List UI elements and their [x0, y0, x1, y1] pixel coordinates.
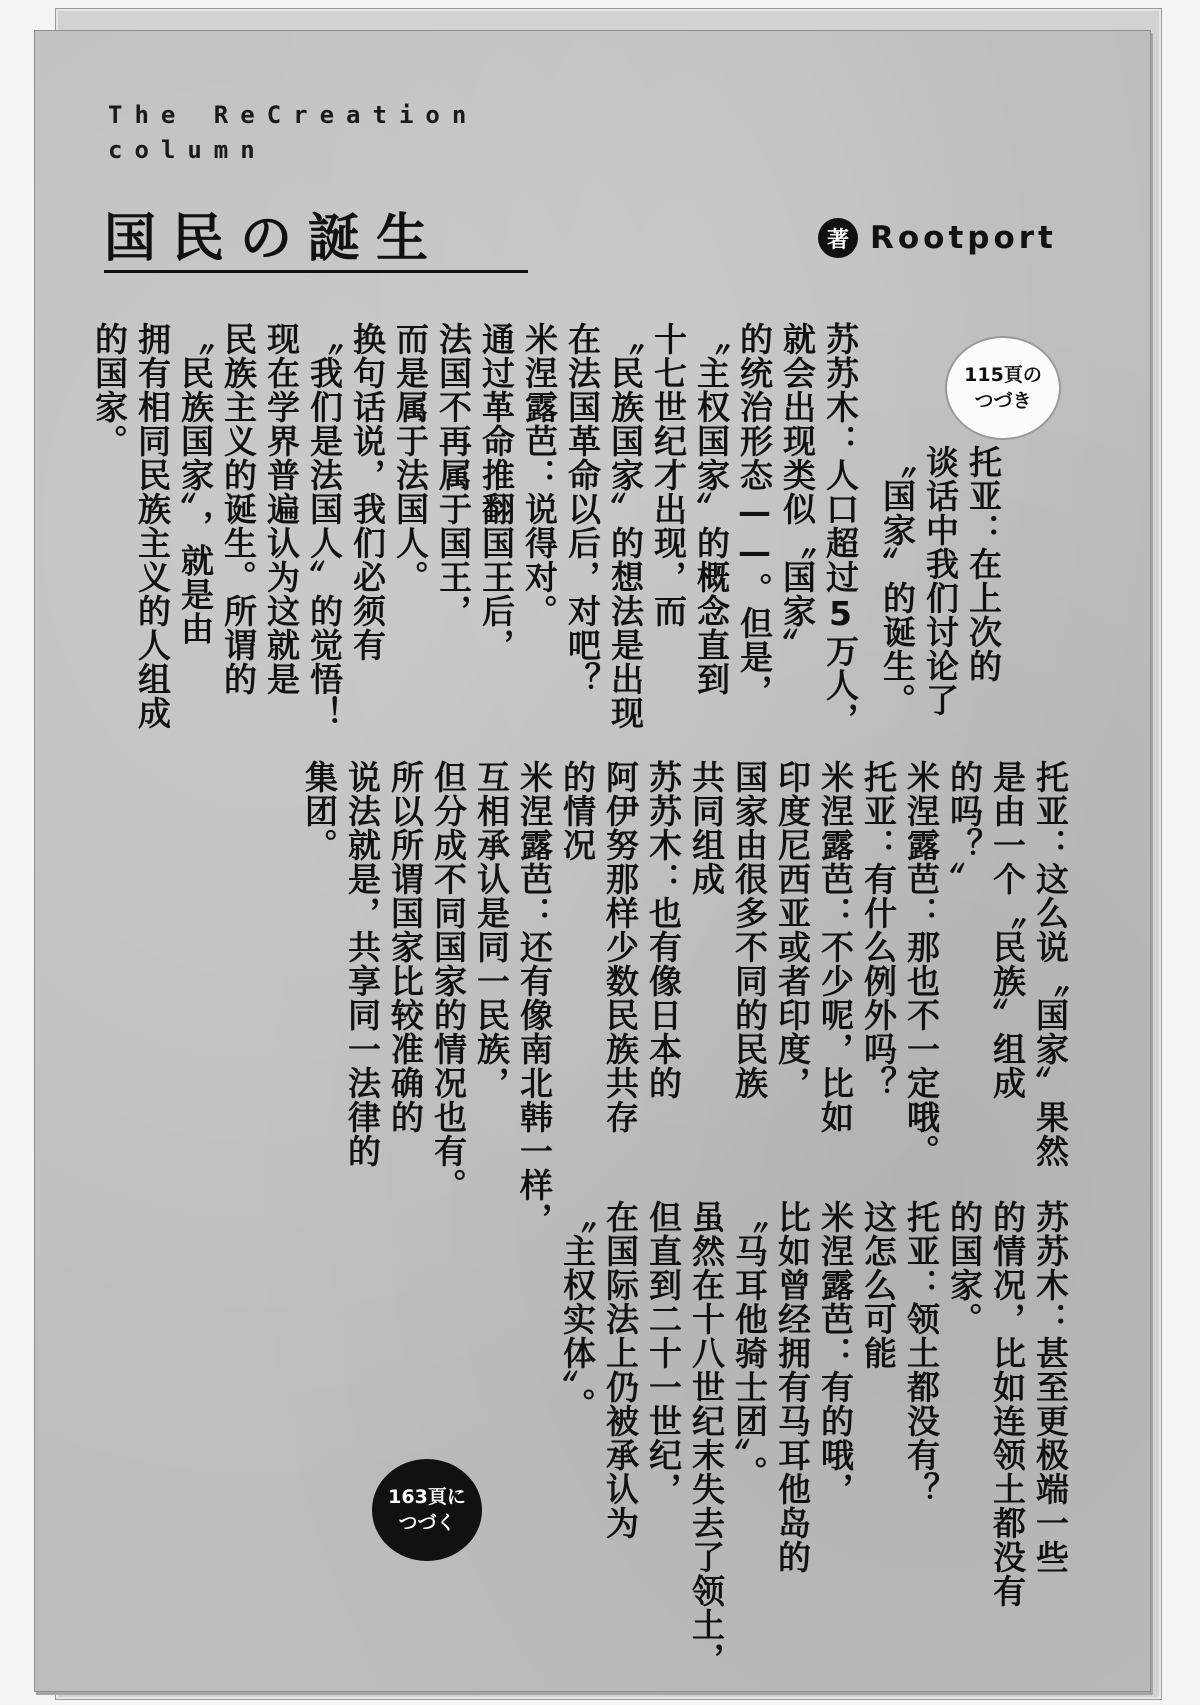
dialogue-section-top: [874, 445, 1003, 795]
text-column: 谈话中我们讨论了: [921, 445, 960, 717]
text-column: 而是属于法国人。: [391, 322, 430, 594]
title-underline: [104, 270, 528, 273]
text-column: 十七世纪才出现，而: [649, 322, 688, 628]
text-column: 的情况: [558, 760, 597, 862]
text-column: 托亚：领土都没有？: [902, 1200, 941, 1506]
text-column: 民族主义的诞生。所谓的: [219, 322, 258, 696]
text-column: 所以所谓国家比较准确的: [386, 760, 425, 1134]
text-column: 苏苏木：人口超过5万人，: [821, 322, 860, 736]
series-line: The ReCreation: [108, 101, 479, 129]
text-column: 互相承认是同一民族，: [472, 760, 511, 1100]
text-column: 的国家。: [945, 1200, 984, 1336]
text-column: 在国际法上仍被承认为: [601, 1200, 640, 1540]
text-column: 的情况，比如连领土都没有: [988, 1200, 1027, 1608]
badge-line: 115頁の: [964, 364, 1042, 386]
badge-line: つづき: [974, 390, 1032, 412]
badge-line: 163頁に: [388, 1486, 466, 1508]
text-column: 托亚：有什么例外吗？: [859, 760, 898, 1100]
author-name: Rootport: [870, 220, 1057, 256]
text-column: 这怎么可能: [859, 1200, 898, 1370]
text-column: 的吗？〞: [945, 760, 984, 896]
text-column: 法国不再属于国王，: [434, 322, 473, 628]
text-column: 苏苏木：甚至更极端一些: [1031, 1200, 1070, 1574]
text-column: 米涅露芭：还有像南北韩一样，: [515, 760, 554, 1236]
text-column: 米涅露芭：说得对。: [520, 322, 559, 628]
text-column: 〝我们是法国人〞的觉悟！: [305, 322, 344, 730]
text-column: 〝主权国家〞的概念直到: [692, 322, 731, 696]
page-title: 国民の誕生: [104, 208, 445, 269]
series-label: [108, 98, 478, 168]
text-column: 阿伊努那样少数民族共存: [601, 760, 640, 1134]
text-column: 托亚：在上次的: [964, 445, 1003, 683]
text-column: 〝马耳他骑士团〞。: [730, 1200, 769, 1490]
dialogue-section-top: [86, 322, 860, 752]
text-column: 虽然在十八世纪末失去了领土，: [687, 1200, 726, 1676]
dialogue-section-middle: [296, 760, 1070, 1236]
text-column: 比如曾经拥有马耳他岛的: [773, 1200, 812, 1574]
text-column: 的国家。: [90, 322, 129, 458]
text-column: 〝民族国家〞的想法是出现: [606, 322, 645, 730]
dialogue-section-bottom: [554, 1200, 1070, 1676]
text-column: 〝国家〞的诞生。: [878, 445, 917, 717]
text-column: 〝主权实体〞。: [558, 1200, 597, 1422]
text-column: 集团。: [300, 760, 339, 862]
text-column: 米涅露芭：那也不一定哦。: [902, 760, 941, 1168]
badge-line: つづく: [398, 1512, 456, 1534]
text-column: 在法国革命以后，对吧？: [563, 322, 602, 696]
text-column: 就会出现类似〝国家〞: [778, 322, 817, 662]
text-column: 印度尼西亚或者印度，: [773, 760, 812, 1100]
text-column: 拥有相同民族主义的人组成: [133, 322, 172, 730]
text-column: 通过革命推翻国王后，: [477, 322, 516, 662]
text-column: 现在学界普遍认为这就是: [262, 322, 301, 696]
continued-on-badge: [372, 1459, 482, 1561]
text-column: 国家由很多不同的民族: [730, 760, 769, 1100]
series-line: column: [108, 136, 267, 164]
text-column: 但分成不同国家的情况也有。: [429, 760, 468, 1202]
text-column: 说法就是，共享同一法律的: [343, 760, 382, 1168]
text-column: 但直到二十一世纪，: [644, 1200, 683, 1506]
text-column: 〝民族国家〞，就是由: [176, 322, 215, 646]
text-column: 托亚：这么说〝国家〞果然: [1031, 760, 1070, 1168]
author-credit: [818, 218, 1057, 258]
continued-from-badge: [945, 336, 1061, 440]
text-column: 是由一个〝民族〞组成: [988, 760, 1027, 1100]
text-column: 的统治形态——。但是，: [735, 322, 774, 708]
text-column: 换句话说，我们必须有: [348, 322, 387, 662]
text-column: 米涅露芭：有的哦，: [816, 1200, 855, 1506]
text-column: 米涅露芭：不少呢，比如: [816, 760, 855, 1134]
text-column: 苏苏木：也有像日本的: [644, 760, 683, 1100]
author-badge: 著: [818, 218, 858, 258]
text-column: 共同组成: [687, 760, 726, 896]
